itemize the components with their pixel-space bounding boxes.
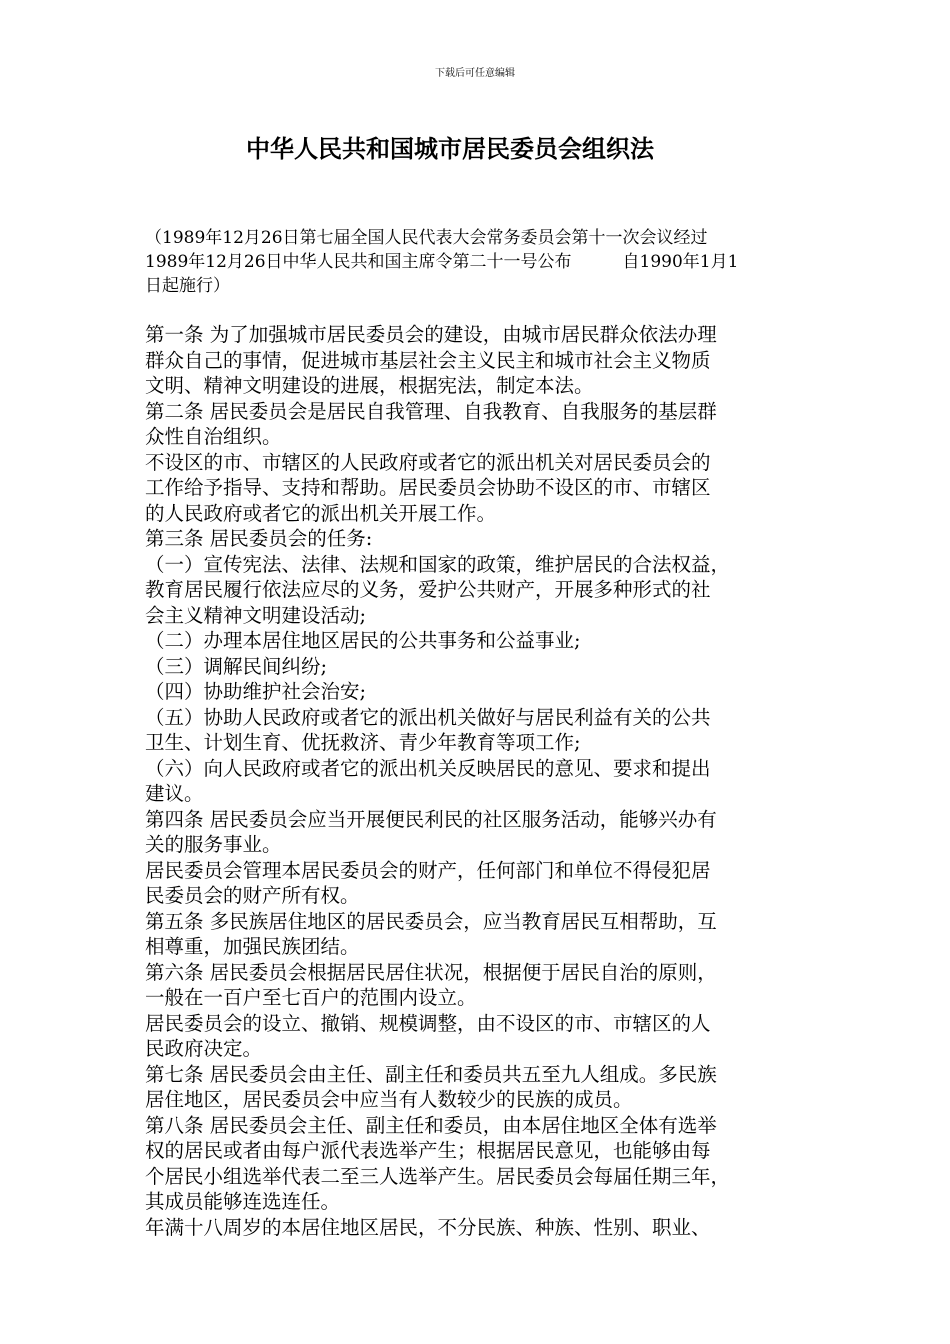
preamble-line: 日起施行） (145, 276, 230, 296)
body-line: 居民委员会的设立、撤销、规模调整，由不设区的市、市辖区的人 (145, 1011, 711, 1035)
body-line: 一般在一百户至七百户的范围内设立。 (145, 986, 477, 1009)
body-line: 民政府决定。 (145, 1037, 263, 1060)
body-line: 权的居民或者由每户派代表选举产生；根据居民意见，也能够由每 (145, 1139, 711, 1162)
body-line: 第一条 为了加强城市居民委员会的建设，由城市居民群众依法办理 (145, 323, 717, 346)
body-line: 年满十八周岁的本居住地区居民，不分民族、种族、性别、职业、 (145, 1215, 711, 1239)
body-line: 相尊重，加强民族团结。 (145, 935, 360, 958)
preamble (145, 226, 810, 298)
document-body (145, 322, 810, 1240)
body-line: 居民委员会管理本居民委员会的财产，任何部门和单位不得侵犯居 (145, 858, 711, 882)
body-line: 民委员会的财产所有权。 (145, 884, 360, 907)
body-line: 第四条 居民委员会应当开展便民利民的社区服务活动，能够兴办有 (145, 807, 717, 831)
preamble-line: （1989年12月26日第七届全国人民代表大会常务委员会第十一次会议经过 (145, 228, 708, 248)
body-line: 群众自己的事情，促进城市基层社会主义民主和城市社会主义物质 (145, 348, 711, 372)
body-line: 第二条 居民委员会是居民自我管理、自我教育、自我服务的基层群 (145, 399, 717, 423)
body-line: 卫生、计划生育、优抚救济、青少年教育等项工作; (145, 731, 581, 754)
body-line: 工作给予指导、支持和帮助。居民委员会协助不设区的市、市辖区 (145, 476, 711, 499)
body-line: 第五条 多民族居住地区的居民委员会，应当教育居民互相帮助，互 (145, 909, 717, 933)
body-line: （四）协助维护社会治安; (145, 680, 367, 703)
body-line: 居住地区，居民委员会中应当有人数较少的民族的成员。 (145, 1088, 633, 1111)
body-line: 第六条 居民委员会根据居民居住状况，根据便于居民自治的原则， (145, 960, 717, 984)
preamble-line: 1989年12月26日中华人民共和国主席令第二十一号公布 自1990年1月1 (145, 252, 739, 272)
body-line: 个居民小组选举代表二至三人选举产生。居民委员会每届任期三年， (145, 1164, 731, 1188)
body-line: （五）协助人民政府或者它的派出机关做好与居民利益有关的公共 (145, 705, 711, 729)
body-line: 文明、精神文明建设的进展，根据宪法，制定本法。 (145, 374, 594, 397)
document-title: 中华人民共和国城市居民委员会组织法 (246, 135, 654, 163)
body-line: 第八条 居民委员会主任、副主任和委员，由本居住地区全体有选举 (145, 1113, 717, 1137)
body-line: 教育居民履行依法应尽的义务，爱护公共财产，开展多种形式的社 (145, 578, 711, 601)
body-line: 其成员能够连选连任。 (145, 1190, 341, 1213)
body-line: 的人民政府或者它的派出机关开展工作。 (145, 501, 497, 525)
body-line: （三）调解民间纠纷; (145, 654, 328, 678)
body-line: （一）宣传宪法、法律、法规和国家的政策，维护居民的合法权益， (145, 552, 731, 576)
body-line: 众性自治组织。 (145, 425, 282, 448)
body-line: （六）向人民政府或者它的派出机关反映居民的意见、要求和提出 (145, 756, 711, 780)
body-line: （二）办理本居住地区居民的公共事务和公益事业; (145, 629, 581, 652)
body-line: 不设区的市、市辖区的人民政府或者它的派出机关对居民委员会的 (145, 450, 711, 474)
body-line: 建议。 (145, 782, 204, 805)
body-line: 第七条 居民委员会由主任、副主任和委员共五至九人组成。多民族 (145, 1062, 717, 1086)
body-line: 关的服务事业。 (145, 833, 282, 856)
body-line: 会主义精神文明建设活动; (145, 603, 367, 627)
header-note: 下载后可任意编辑 (435, 68, 515, 79)
body-line: 第三条 居民委员会的任务: (145, 527, 373, 550)
